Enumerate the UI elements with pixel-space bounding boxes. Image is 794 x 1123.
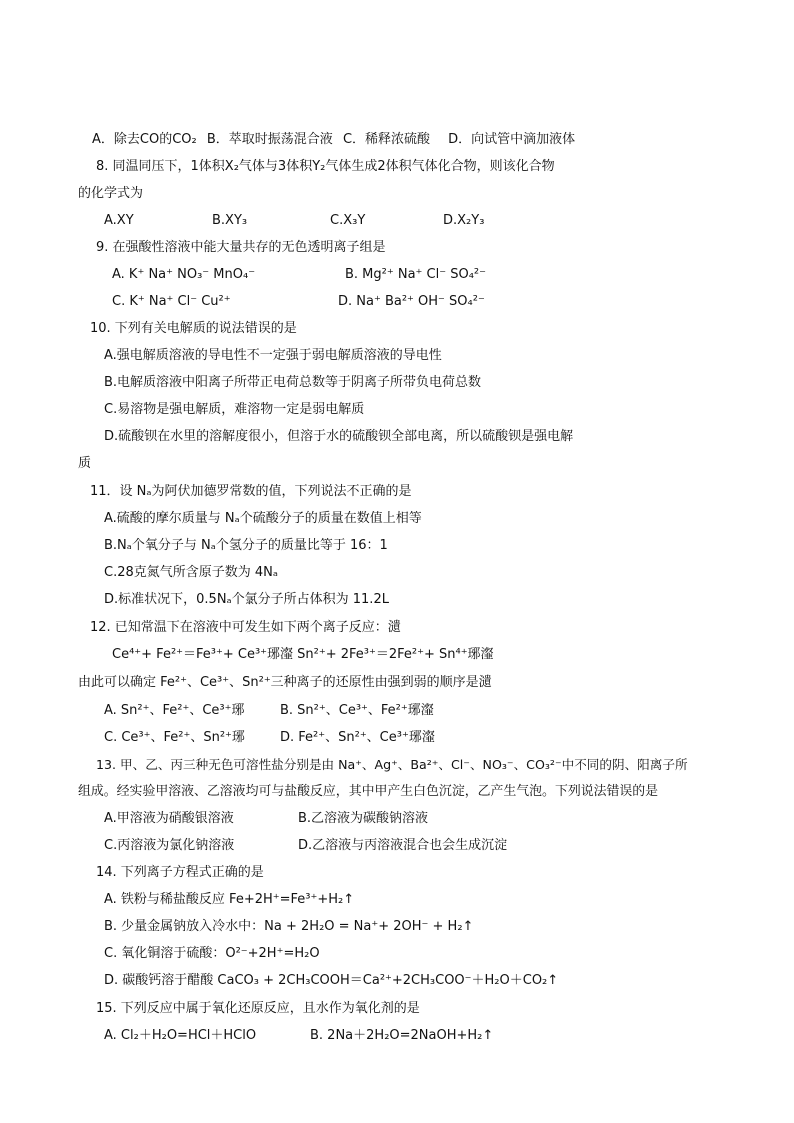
q10-option-c: C.易溶物是强电解质，难溶物一定是弱电解质 <box>104 402 365 417</box>
q15-option-b: B. 2Na＋2H₂O=2NaOH+H₂↑ <box>310 1028 494 1043</box>
q7-option-a: A．除去CO的CO₂ <box>92 132 197 147</box>
q12-equations: Ce⁴⁺+ Fe²⁺＝Fe³⁺+ Ce³⁺琊瀣 Sn²⁺+ 2Fe³⁺＝2Fe²⁺+ Sn⁴⁺琊瀣 <box>112 647 494 662</box>
q11-option-c: C.28克氮气所含原子数为 4Nₐ <box>104 565 278 580</box>
q7-option-b: B．萃取时振荡混合液 <box>206 132 333 147</box>
q14-option-d: D. 碳酸钙溶于醋酸 CaCO₃ + 2CH₃COOH＝Ca²⁺+2CH₃COO⁻＋H₂O＋CO₂↑ <box>104 973 559 988</box>
q11-option-b: B.Nₐ个氧分子与 Nₐ个氢分子的质量比等于 16：1 <box>104 538 388 553</box>
q11-option-a: A.硫酸的摩尔质量与 Nₐ个硫酸分子的质量在数值上相等 <box>104 511 422 526</box>
q7-option-d: D．向试管中滴加液体 <box>448 132 576 147</box>
q8-stem-line2: 的化学式为 <box>78 186 144 201</box>
q13-option-d: D.乙溶液与丙溶液混合也会生成沉淀 <box>298 838 508 853</box>
q15-option-a: A. Cl₂＋H₂O=HCl＋HClO <box>104 1028 257 1043</box>
q9-stem: 9. 在强酸性溶液中能大量共存的无色透明离子组是 <box>96 240 386 255</box>
q8-option-c: C.X₃Y <box>330 213 366 228</box>
q14-stem: 14. 下列离子方程式正确的是 <box>96 865 264 880</box>
q14-option-c: C. 氧化铜溶于硫酸：O²⁻+2H⁺=H₂O <box>104 946 320 961</box>
q9-option-b: B. Mg²⁺ Na⁺ Cl⁻ SO₄²⁻ <box>345 267 486 282</box>
q10-option-d-line1: D.硫酸钡在水里的溶解度很小，但溶于水的硫酸钡全部电离，所以硫酸钡是强电解 <box>104 429 574 444</box>
q10-option-a: A.强电解质溶液的导电性不一定强于弱电解质溶液的导电性 <box>104 348 442 363</box>
q8-option-d: D.X₂Y₃ <box>443 213 485 228</box>
q7-option-c: C．稀释浓硫酸 <box>342 132 431 147</box>
q12-conclusion: 由此可以确定 Fe²⁺、Ce³⁺、Sn²⁺三种离子的还原性由强到弱的顺序是瀢 <box>78 675 492 690</box>
q13-option-c: C.丙溶液为氯化钠溶液 <box>104 838 235 853</box>
q10-stem: 10. 下列有关电解质的说法错误的是 <box>90 321 297 336</box>
q11-option-d: D.标准状况下，0.5Nₐ个氯分子所占体积为 11.2L <box>104 592 389 607</box>
q13-stem-line1: 13. 甲、乙、丙三种无色可溶性盐分别是由 Na⁺、Ag⁺、Ba²⁺、Cl⁻、NO₃⁻、CO₃²⁻中不同的阴、阳离子所 <box>96 757 688 772</box>
q8-stem-line1: 8. 同温同压下，1体积X₂气体与3体积Y₂气体生成2体积气体化合物，则该化合物 <box>96 159 555 174</box>
q9-option-a: A. K⁺ Na⁺ NO₃⁻ MnO₄⁻ <box>112 267 256 282</box>
q12-option-a: A. Sn²⁺、Fe²⁺、Ce³⁺琊 <box>104 703 245 718</box>
q8-option-b: B.XY₃ <box>212 213 248 228</box>
q14-option-a: A. 铁粉与稀盐酸反应 Fe+2H⁺=Fe³⁺+H₂↑ <box>104 892 355 907</box>
q13-option-b: B.乙溶液为碳酸钠溶液 <box>298 811 429 826</box>
q12-option-d: D. Fe²⁺、Sn²⁺、Ce³⁺琊瀣 <box>280 730 435 745</box>
q12-stem: 12. 已知常温下在溶液中可发生如下两个离子反应：瀢 <box>90 620 401 635</box>
q7-options-row <box>92 132 575 148</box>
q12-option-c: C. Ce³⁺、Fe²⁺、Sn²⁺琊 <box>104 730 245 745</box>
q8-option-a: A.XY <box>104 213 134 228</box>
q11-stem: 11．设 Nₐ为阿伏加德罗常数的值，下列说法不正确的是 <box>90 484 412 499</box>
q15-stem: 15. 下列反应中属于氧化还原反应，且水作为氧化剂的是 <box>96 1001 420 1016</box>
q13-option-a: A.甲溶液为硝酸银溶液 <box>104 811 234 826</box>
q10-option-b: B.电解质溶液中阳离子所带正电荷总数等于阴离子所带负电荷总数 <box>104 375 482 390</box>
q14-option-b: B. 少量金属钠放入冷水中：Na + 2H₂O = Na⁺+ 2OH⁻ + H₂↑ <box>104 919 474 934</box>
q10-option-d-line2: 质 <box>78 456 92 471</box>
q12-option-b: B. Sn²⁺、Ce³⁺、Fe²⁺琊瀣 <box>280 703 434 718</box>
q9-option-d: D. Na⁺ Ba²⁺ OH⁻ SO₄²⁻ <box>338 294 485 309</box>
q9-option-c: C. K⁺ Na⁺ Cl⁻ Cu²⁺ <box>112 294 231 309</box>
q13-stem-line2: 组成。经实验甲溶液、乙溶液均可与盐酸反应，其中甲产生白色沉淀，乙产生气泡。下列说法错误的是 <box>78 784 659 799</box>
